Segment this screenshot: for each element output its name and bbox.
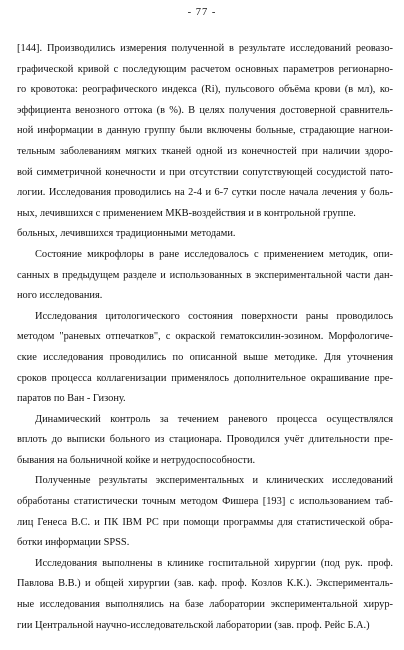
paragraph-reography-methods	[17, 39, 393, 245]
text-line: паратов по Ван - Гизону.	[17, 393, 126, 405]
text-line: эффициента венозного оттока (в %). В целях получения достоверной сравнитель-	[17, 104, 393, 116]
text-line: ские исследования проводились по описанной выше методике. Для уточнения	[17, 351, 393, 363]
text-line: [144]. Производились измерения полученной в результате исследований реовазо-	[17, 43, 393, 54]
text-line: ного исследования.	[17, 290, 103, 302]
text-line: больных, лечившихся традиционными методами.	[17, 228, 236, 240]
text-line: Полученные результаты экспериментальных и клинических исследований	[35, 475, 393, 487]
text-line: логии. Исследования проводились на 2-4 и 6-7 сутки после начала лечения у боль-	[17, 187, 393, 199]
paragraph-cytology	[17, 307, 393, 410]
text-line: го кровотока: реографического индекса (Ri), пульсового объёма крови (в мл), ко-	[17, 84, 393, 96]
text-line: Павлова В.В.) и общей хирургии (зав. каф. проф. Козлов К.К.). Эксперименталь-	[17, 578, 393, 590]
text-line: ные исследования выполнялись на базе лаборатории экспериментальной хирур-	[17, 599, 393, 611]
text-line: графической кривой с последующим расчетом основных параметров регионарно-	[17, 63, 393, 75]
text-line: Состояние микрофлоры в ране исследовалось с применением методик, опи-	[35, 248, 393, 260]
text-line: бывания на больничной койке и нетрудоспособности.	[17, 454, 256, 466]
text-line: Динамический контроль за течением раневого процесса осуществлялся	[35, 413, 393, 425]
text-line: сроков процесса коллагенизации применялось дополнительное окрашивание пре-	[17, 372, 393, 384]
text-line: лиц Генеса В.С. и ПК IBM PC при помощи программы для статистической обра-	[17, 516, 393, 528]
text-line: Исследования цитологического состояния поверхности раны проводилось	[35, 310, 393, 322]
paragraph-dynamic-control	[17, 410, 393, 472]
text-line: ной информации в данную группу были включены больные, страдающие нагнои-	[17, 125, 393, 137]
text-line: ных, лечившихся с применением МКВ-воздействия и в контрольной группе.	[17, 207, 356, 219]
text-line: ботки информации SPSS.	[17, 537, 130, 549]
page-number: - 77 -	[187, 7, 217, 18]
body-text	[17, 39, 393, 636]
text-line: обработаны статистически точным методом Фишера [193] с использованием таб-	[17, 496, 393, 508]
paragraph-clinic	[17, 554, 393, 636]
text-line: вплоть до выписки больного из стационара. Проводился учёт длительности пре-	[17, 434, 393, 446]
paragraph-microflora	[17, 245, 393, 307]
text-line: методом "раневых отпечатков", с окраской гематоксилин-эозином. Морфологиче-	[17, 331, 393, 343]
text-line: санных в предыдущем разделе и использованных в экспериментальной части дан-	[17, 269, 393, 281]
text-line: Исследования выполнены в клинике госпитальной хирургии (под рук. проф.	[35, 557, 393, 569]
text-line: тельным заболеваниям мягких тканей одной из конечностей при наличии здоро-	[17, 145, 393, 157]
text-line: вой симметричной конечности и при отсутствии сопутствующей сосудистой пато-	[17, 166, 393, 178]
text-line: гии Центральной научно-исследовательской лаборатории (зав. проф. Рейс Б.А.)	[17, 619, 370, 631]
paragraph-statistics	[17, 471, 393, 553]
